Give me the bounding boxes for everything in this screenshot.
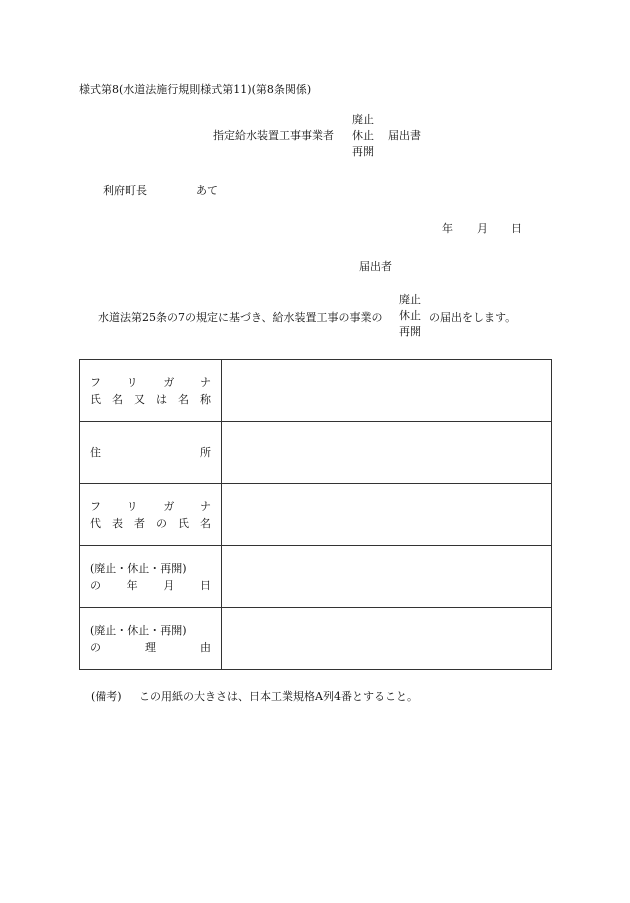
row-label-char: 表 [112,516,123,530]
row-label-char: 氏 [178,516,189,530]
row-label-line [90,515,211,532]
row-value[interactable] [222,608,552,670]
row-label-char: の [90,578,101,592]
row-label-line [90,498,211,515]
row-label-char: ガ [163,375,175,389]
title-prefix: 指定給水装置工事事業者 [213,129,334,142]
date-month: 月 [477,222,488,235]
row-label-char: 日 [199,578,211,592]
row-label [80,608,222,670]
row-label [80,546,222,608]
row-value[interactable] [222,484,552,546]
title-suffix: 届出書 [388,129,421,142]
row-label-char: 由 [200,640,211,654]
row-label-line [90,374,211,391]
note-text: この用紙の大きさは、日本工業規格A列4番とすること。 [139,690,418,703]
statement-text: 水道法第25条の7の規定に基づき、給水装置工事の事業の [98,311,383,324]
form-number: 様式第8(水道法施行規則様式第11)(第8条関係) [79,83,312,96]
row-label [80,484,222,546]
row-label [80,360,222,422]
row-label-char: 名 [200,516,211,530]
row-value[interactable] [222,360,552,422]
row-value[interactable] [222,546,552,608]
row-label-char: 氏 [90,392,101,406]
status-reason-row [80,608,552,670]
row-label-char: 住 [90,446,101,459]
row-label-char: 年 [126,578,138,592]
notifier-label: 届出者 [359,260,392,273]
row-label-char: 者 [134,516,145,530]
row-label-char: 名 [112,392,123,406]
row-label-line [90,560,211,577]
note-label: (備考) [91,690,122,703]
row-label-char: リ [126,375,138,389]
date-year: 年 [442,222,453,235]
row-label-char: 所 [200,446,211,459]
row-label-line [90,444,211,461]
addressee-name: 利府町長 [103,184,147,197]
statement-option-resume: 再開 [399,325,421,338]
row-label-char: ナ [199,499,211,513]
notification-table [79,359,552,670]
row-label-char: 名 [178,392,189,406]
row-label-char: は [156,392,167,406]
address-row [80,422,552,484]
furigana-representative-row [80,484,552,546]
statement-options [399,292,421,340]
title-options [352,112,374,160]
statement-option-suspend: 休止 [399,309,421,322]
row-label-char: フ [90,499,101,513]
title-option-resume: 再開 [352,145,374,158]
row-label-char: フ [90,375,101,389]
row-label-char: の [90,640,101,654]
row-label-char: 称 [200,392,211,406]
row-label-char: 理 [145,640,156,654]
row-label-char: 又 [134,392,145,406]
row-label-char: リ [126,499,138,513]
status-date-row [80,546,552,608]
addressee-to: あて [196,184,218,197]
row-label-char: ナ [199,375,211,389]
date-day: 日 [511,222,522,235]
row-label-char: の [156,516,167,530]
row-label-char: (廃止・休止・再開) [90,623,187,637]
title-option-suspend: 休止 [352,129,374,142]
row-label-char: 月 [163,578,175,592]
row-label-line [90,639,211,656]
row-value[interactable] [222,422,552,484]
statement-suffix: の届出をします。 [429,311,517,324]
row-label-char: (廃止・休止・再開) [90,561,187,575]
row-label-line [90,391,211,408]
row-label-line [90,577,211,594]
title-option-abolish: 廃止 [352,113,374,126]
statement-option-abolish: 廃止 [399,293,421,306]
furigana-name-row [80,360,552,422]
row-label-line [90,622,211,639]
row-label-char: ガ [163,499,175,513]
row-label-char: 代 [90,516,101,530]
row-label [80,422,222,484]
